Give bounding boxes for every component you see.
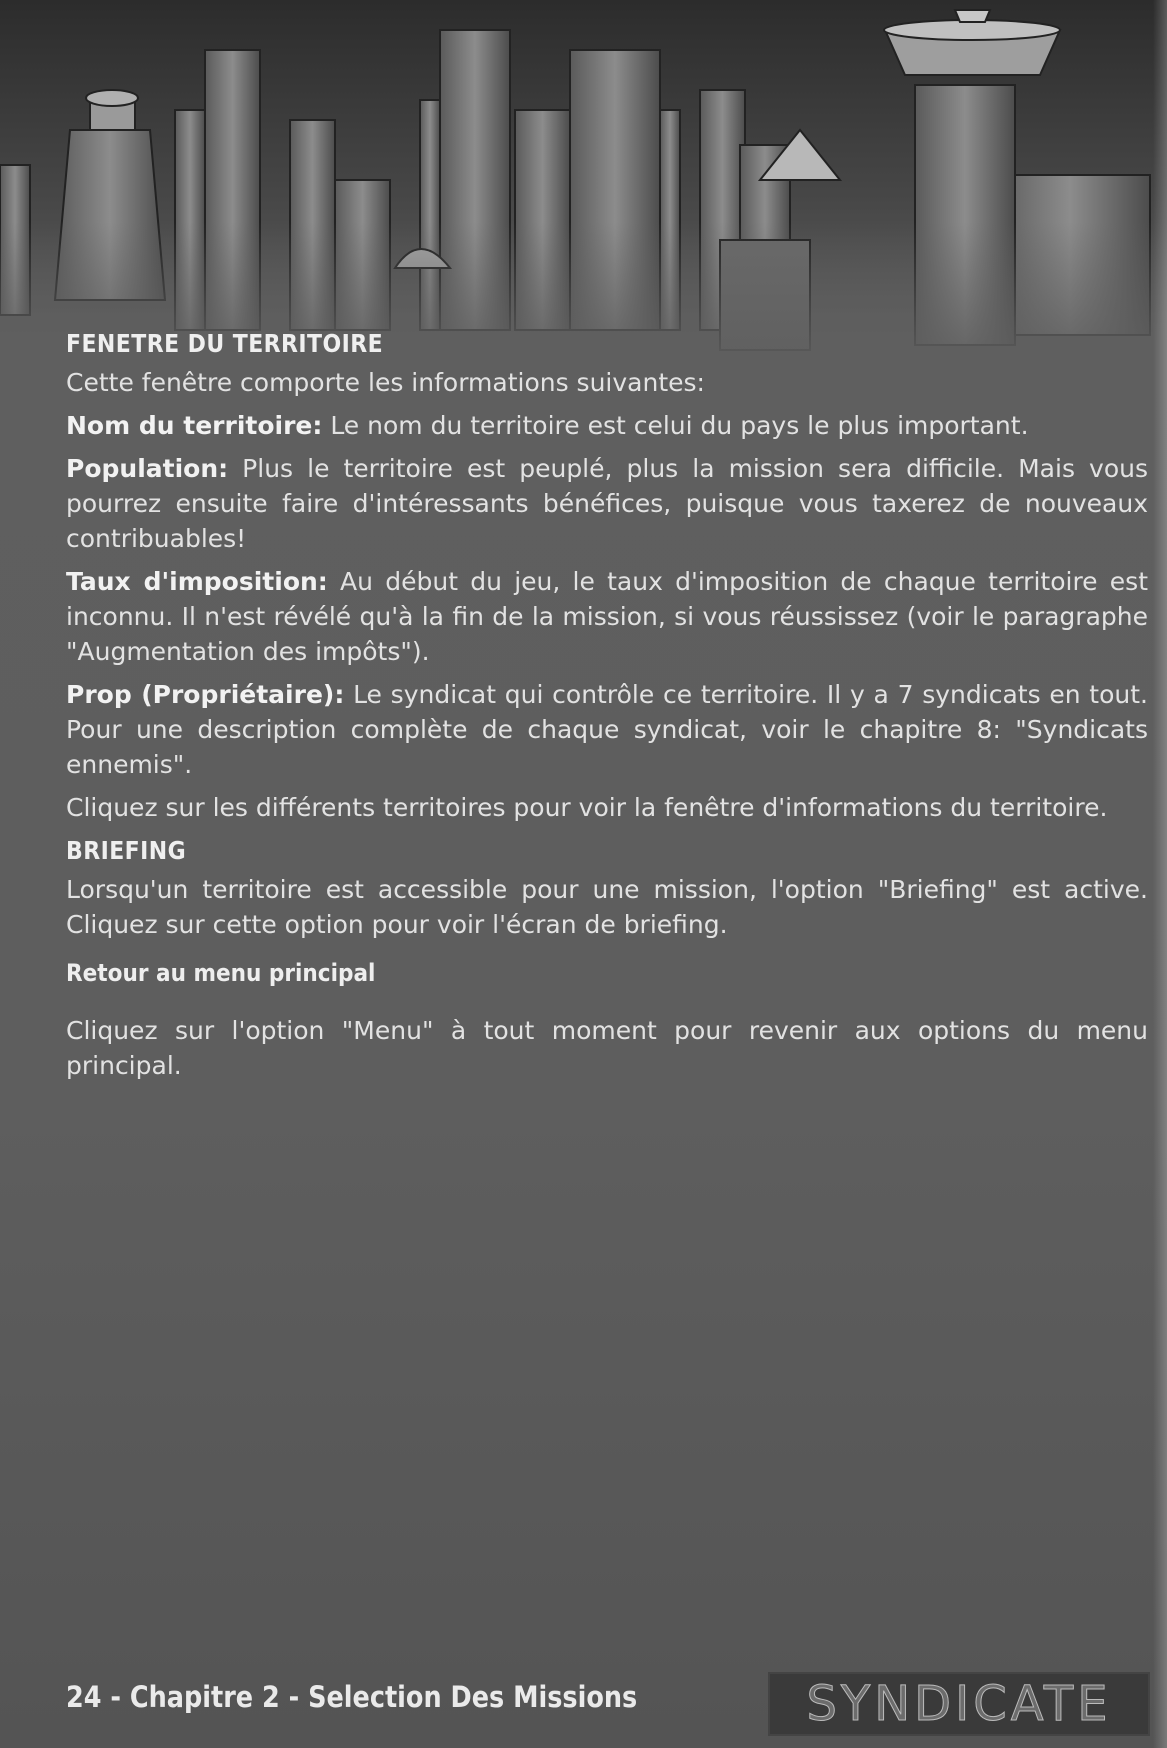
definition-term: Taux d'imposition: <box>66 567 328 596</box>
definition-item <box>66 408 1148 443</box>
briefing-text: Lorsqu'un territoire est accessible pour une mission, l'option "Briefing" est active. Cliquez sur cette option pour voir l'écran de briefing. <box>66 875 1148 939</box>
outro-text: Cliquez sur les différents territoires pour voir la fenêtre d'informations du territoire. <box>66 793 1108 822</box>
definition-term: Population: <box>66 454 229 483</box>
city-skyline-illustration <box>0 0 1167 370</box>
definition-term: Nom du territoire: <box>66 411 323 440</box>
intro-text: Cette fenêtre comporte les informations suivantes: <box>66 368 705 397</box>
main-menu-text: Cliquez sur l'option "Menu" à tout moment pour revenir aux options du menu principal. <box>66 1016 1148 1080</box>
definition-item <box>66 564 1148 669</box>
main-text <box>66 326 1148 1091</box>
logo-text: SYNDICATE <box>806 1676 1112 1732</box>
page-edge-shading <box>1153 0 1167 1748</box>
section-heading-territory: FENETRE DU TERRITOIRE <box>66 329 384 358</box>
section-heading-briefing: BRIEFING <box>66 836 187 865</box>
definition-term: Prop (Propriétaire): <box>66 680 345 709</box>
definition-item <box>66 677 1148 782</box>
definition-item <box>66 451 1148 556</box>
definition-text: Le syndicat qui contrôle ce territoire. Il y a 7 syndicats en tout. Pour une description complète de chaque syndicat, voir le chapitre 8: "Syndicats ennemis". <box>66 680 1148 779</box>
definition-text: Plus le territoire est peuplé, plus la mission sera difficile. Mais vous pourrez ensuite faire d'intéressants bénéfices, puisque vous taxerez de nouveaux contribuables! <box>66 454 1148 553</box>
syndicate-logo <box>768 1672 1150 1736</box>
subheading-main-menu: Retour au menu principal <box>66 959 376 987</box>
definition-text: Le nom du territoire est celui du pays le plus important. <box>322 411 1029 440</box>
definition-text: Au début du jeu, le taux d'imposition de chaque territoire est inconnu. Il n'est révélé qu'à la fin de la mission, si vous réussissez (voir le paragraphe "Augmentation des impôts"). <box>66 567 1148 666</box>
page-footer: 24 - Chapitre 2 - Selection Des Missions <box>66 1680 638 1714</box>
